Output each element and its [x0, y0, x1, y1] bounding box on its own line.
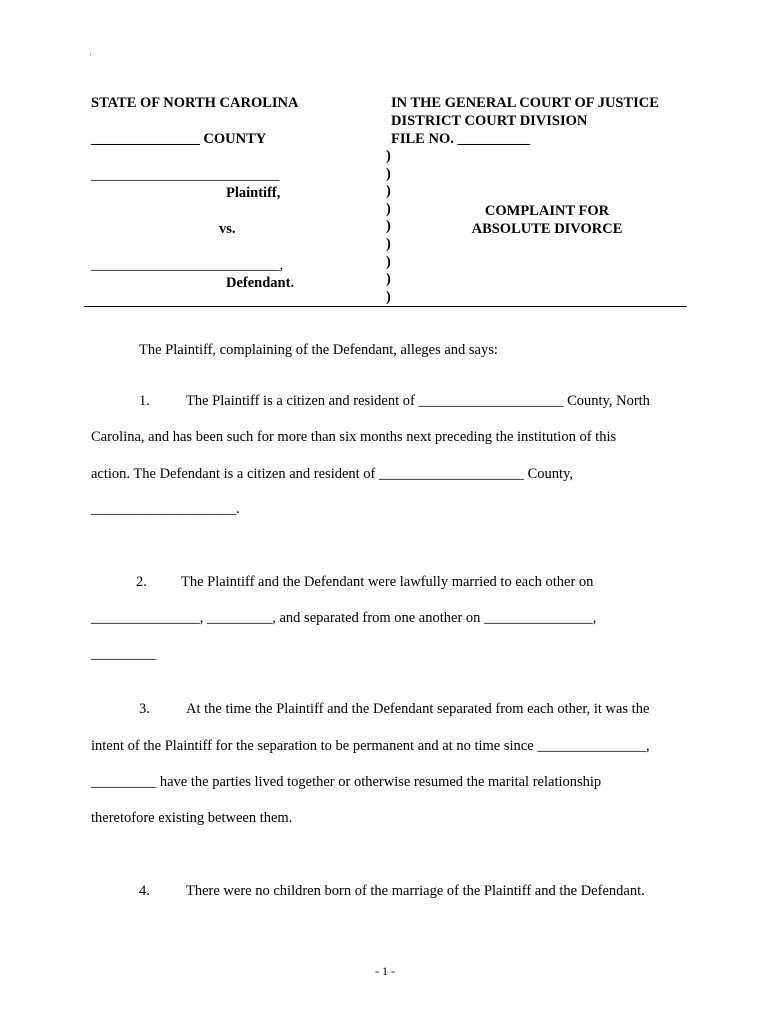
file-number: FILE NO. __________ — [391, 131, 530, 147]
plaintiff-label: Plaintiff, — [226, 185, 281, 201]
plaintiff-blank: __________________________ — [91, 167, 280, 183]
division-heading: DISTRICT COURT DIVISION — [391, 113, 588, 129]
para3-line3: _________ have the parties lived together or otherwise resumed the marital relationship — [91, 774, 602, 790]
stray-mark: ' — [90, 52, 92, 61]
para1-line1: The Plaintiff is a citizen and resident of ____________________ County, North — [186, 393, 650, 409]
intro-paragraph: The Plaintiff, complaining of the Defendant, alleges and says: — [139, 342, 498, 358]
para1-number: 1. — [139, 393, 150, 409]
para3-line1: At the time the Plaintiff and the Defendant separated from each other, it was the — [186, 701, 650, 717]
para4-number: 4. — [139, 883, 150, 899]
county-line: _______________ COUNTY — [91, 131, 267, 147]
court-heading: IN THE GENERAL COURT OF JUSTICE — [391, 95, 659, 111]
para2-number: 2. — [136, 574, 147, 590]
para2-line2: _______________, _________, and separated from one another on _______________, — [91, 610, 597, 626]
defendant-blank: __________________________, — [91, 257, 284, 273]
complaint-title-line1: COMPLAINT FOR — [484, 203, 610, 219]
page-number: - 1 - — [375, 964, 395, 978]
para4-line1: There were no children born of the marriage of the Plaintiff and the Defendant. — [186, 883, 645, 899]
para2-line1: The Plaintiff and the Defendant were lawfully married to each other on — [181, 574, 594, 590]
para1-line3: action. The Defendant is a citizen and resident of ____________________ County, — [91, 466, 574, 482]
para2-line3: _________ — [91, 646, 157, 662]
state-heading: STATE OF NORTH CAROLINA — [91, 95, 299, 111]
para1-line4: ____________________. — [91, 501, 240, 517]
versus-label: vs. — [219, 221, 236, 237]
caption-paren-column: ) ) ) ) ) ) ) ) ) — [386, 148, 391, 305]
para3-line2: intent of the Plaintiff for the separation to be permanent and at no time since _______________, — [91, 738, 650, 754]
para3-number: 3. — [139, 701, 150, 717]
complaint-title-line2: ABSOLUTE DIVORCE — [471, 221, 623, 237]
para1-line2: Carolina, and has been such for more than six months next preceding the institution of this — [91, 429, 617, 445]
para3-line4: theretofore existing between them. — [91, 810, 293, 826]
defendant-label: Defendant. — [226, 275, 295, 291]
caption-rule — [84, 306, 687, 307]
